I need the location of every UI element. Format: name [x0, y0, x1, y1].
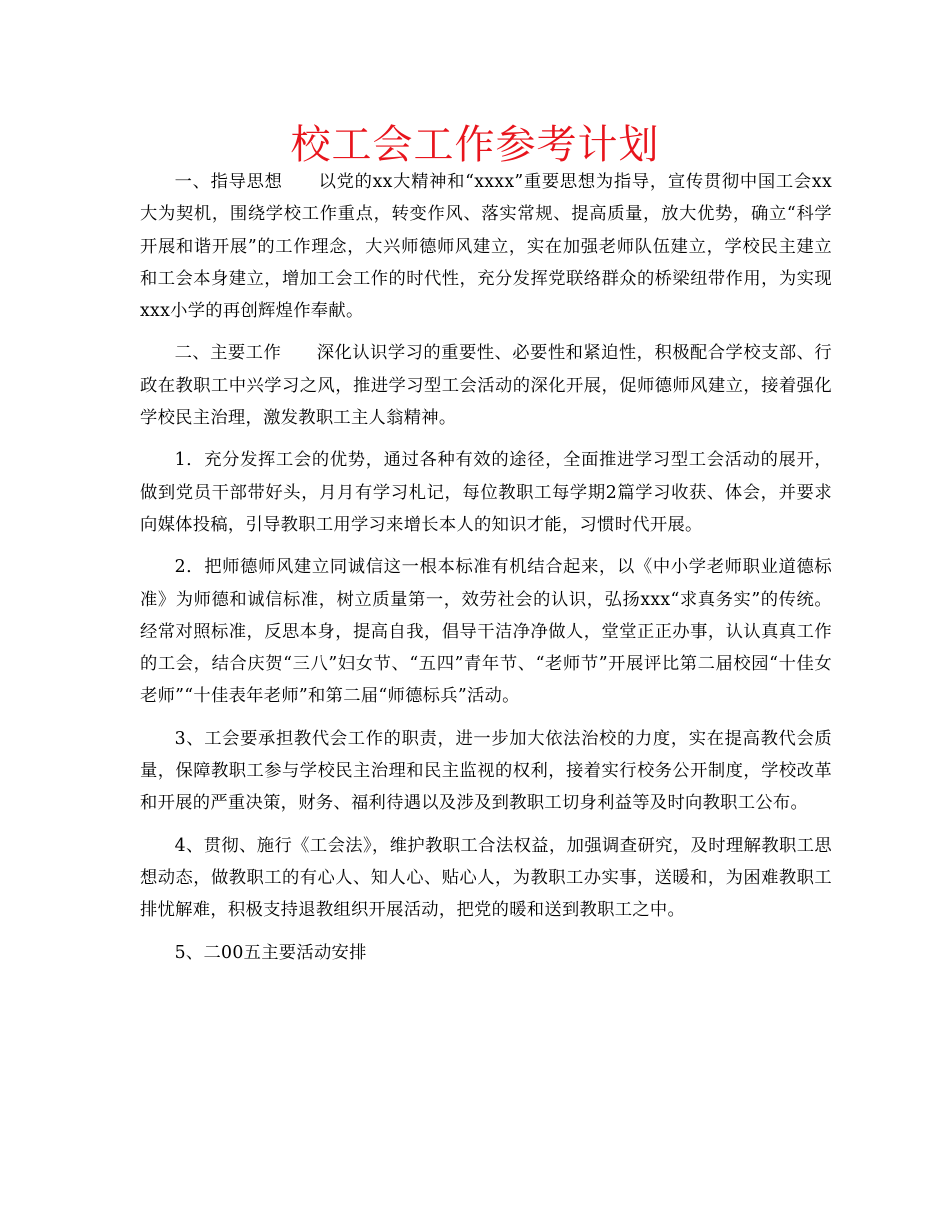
paragraph-item-5: 5、二00五主要活动安排	[174, 942, 367, 963]
document-body	[140, 166, 832, 979]
document-title: 校工会工作参考计划	[290, 122, 660, 168]
paragraph-item-2: 2．把师德师风建立同诚信这一根本标准有机结合起来，以《中小学老师职业道德标准》为师德和诚信标准，树立质量第一，效劳社会的认识，弘扬xxx“求真务实”的传统。经常对照标准，反思本身，提高自我，倡导干洁净净做人，堂堂正正办事，认认真真工作的工会，结合庆贺“三八”妇女节、“五四”青年节、“老师节”开展评比第二届校园“十佳女老师”“十佳表年老师”和第二届“师德标兵”活动。	[140, 557, 832, 707]
paragraph-item-1: 1．充分发挥工会的优势，通过各种有效的途径，全面推进学习型工会活动的展开，做到党员干部带好头，月月有学习札记，每位教职工每学期2篇学习收获、体会，并要求向媒体投稿，引导教职工用学习来增长本人的知识才能，习惯时代开展。	[140, 450, 832, 535]
paragraph-guiding-ideology: 一、指导思想 以党的xx大精神和“xxxx”重要思想为指导，宣传贯彻中国工会xx大为契机，围绕学校工作重点，转变作风、落实常规、提高质量，放大优势，确立“科学开展和谐开展”的工作理念，大兴师德师风建立，实在加强老师队伍建立，学校民主建立和工会本身建立，增加工会工作的时代性，充分发挥党联络群众的桥梁纽带作用，为实现xxx小学的再创辉煌作奉献。	[140, 172, 832, 322]
paragraph-item-4: 4、贯彻、施行《工会法》，维护教职工合法权益，加强调查研究，及时理解教职工思想动态，做教职工的有心人、知人心、贴心人，为教职工办实事，送暖和，为困难教职工排忧解难，积极支持退教组织开展活动，把党的暖和送到教职工之中。	[140, 835, 832, 921]
paragraph-main-work: 二、主要工作 深化认识学习的重要性、必要性和紧迫性，积极配合学校支部、行政在教职工中兴学习之风，推进学习型工会活动的深化开展，促师德师风建立，接着强化学校民主治理，激发教职工主人翁精神。	[140, 343, 832, 429]
paragraph-item-3: 3、工会要承担教代会工作的职责，进一步加大依法治校的力度，实在提高教代会质量，保障教职工参与学校民主治理和民主监视的权利，接着实行校务公开制度，学校改革和开展的严重决策，财务、福利待遇以及涉及到教职工切身利益等及时向教职工公布。	[140, 728, 832, 814]
